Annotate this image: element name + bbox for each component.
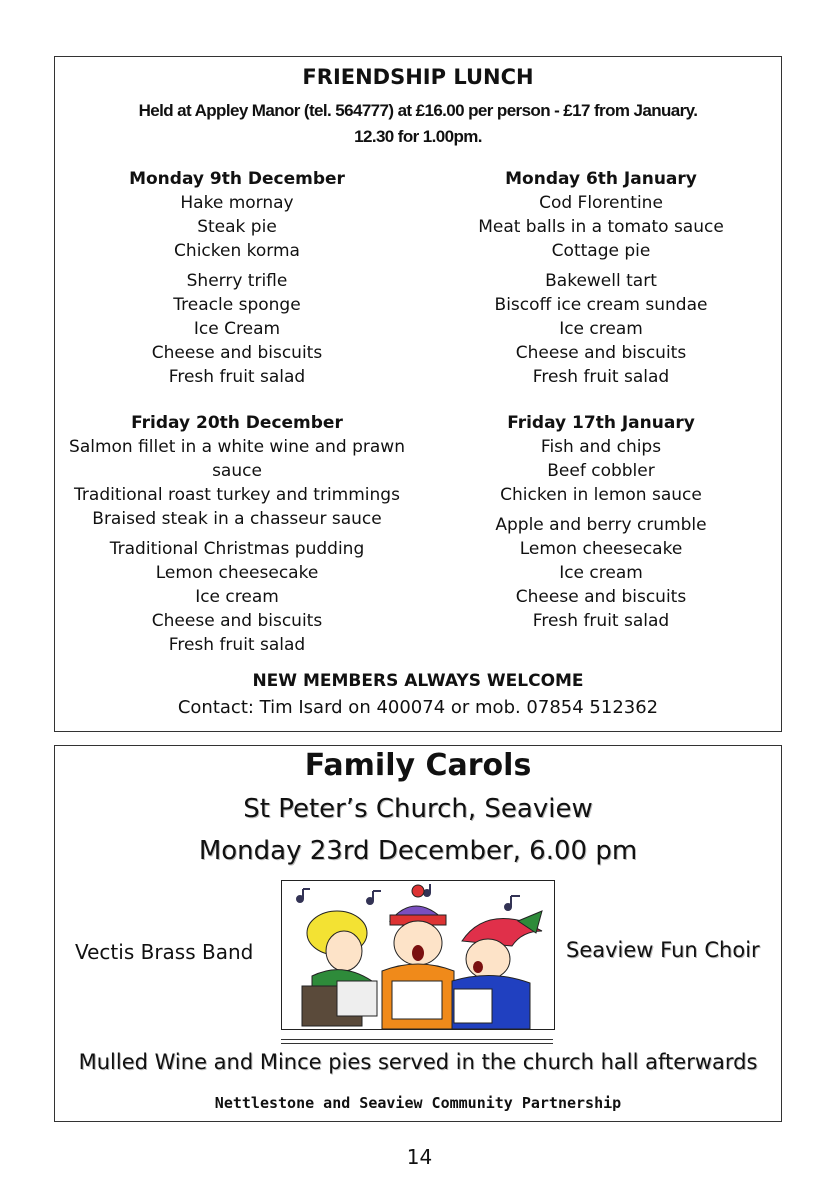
menu-item: Braised steak in a chasseur sauce bbox=[92, 509, 382, 529]
menu-item: Cheese and biscuits bbox=[515, 587, 687, 607]
menu-item: Lemon cheesecake bbox=[155, 563, 319, 583]
menu-item: Chicken in lemon sauce bbox=[500, 485, 702, 505]
menu-item: Bakewell tart bbox=[545, 271, 657, 291]
menu-item: Lemon cheesecake bbox=[519, 539, 683, 559]
menu-item: Fresh fruit salad bbox=[168, 635, 306, 655]
menu-monday-6-january bbox=[426, 167, 776, 389]
menu-monday-9-december bbox=[62, 167, 412, 389]
menu-item: Sherry trifle bbox=[186, 271, 288, 291]
menu-item: sauce bbox=[212, 461, 262, 481]
left-act-label: Vectis Brass Band bbox=[75, 940, 254, 964]
menu-item: Chicken korma bbox=[174, 241, 300, 261]
menu-item: Ice cream bbox=[559, 563, 643, 583]
menu-item: Fresh fruit salad bbox=[168, 367, 306, 387]
menu-item: Cheese and biscuits bbox=[151, 343, 323, 363]
menu-item: Cheese and biscuits bbox=[151, 611, 323, 631]
refreshments-line: Mulled Wine and Mince pies served in the church hall afterwards bbox=[78, 1050, 758, 1074]
lunch-subtitle-line1: Held at Appley Manor (tel. 564777) at £16.00 per person - £17 from January. bbox=[138, 101, 698, 120]
menu-item: Fresh fruit salad bbox=[532, 367, 670, 387]
menu-item: Cod Florentine bbox=[539, 193, 663, 213]
carols-datetime: Monday 23rd December, 6.00 pm bbox=[198, 836, 638, 866]
menu-heading: Monday 9th December bbox=[129, 169, 345, 189]
contact-line: Contact: Tim Isard on 400074 or mob. 07854 512362 bbox=[177, 697, 659, 718]
menu-item: Steak pie bbox=[197, 217, 277, 237]
menu-item: Ice Cream bbox=[193, 319, 281, 339]
menu-heading: Monday 6th January bbox=[505, 169, 697, 189]
menu-item: Ice cream bbox=[195, 587, 279, 607]
family-carols-box bbox=[54, 745, 782, 1122]
menu-item: Treacle sponge bbox=[173, 295, 301, 315]
menu-friday-20-december bbox=[62, 411, 412, 657]
menu-friday-17-january bbox=[426, 411, 776, 633]
menu-item: Biscoff ice cream sundae bbox=[494, 295, 708, 315]
menu-item: Fish and chips bbox=[540, 437, 662, 457]
menu-item: Cheese and biscuits bbox=[515, 343, 687, 363]
carols-venue: St Peter’s Church, Seaview bbox=[243, 794, 593, 824]
menu-item: Traditional roast turkey and trimmings bbox=[74, 485, 400, 505]
menu-item: Salmon fillet in a white wine and prawn bbox=[69, 437, 405, 457]
menu-item: Traditional Christmas pudding bbox=[109, 539, 365, 559]
menu-item: Cottage pie bbox=[551, 241, 651, 261]
friendship-lunch-box bbox=[54, 56, 782, 732]
lunch-title: FRIENDSHIP LUNCH bbox=[302, 65, 534, 89]
organiser-line: Nettlestone and Seaview Community Partnership bbox=[214, 1094, 622, 1112]
menu-item: Beef cobbler bbox=[547, 461, 655, 481]
menu-item: Meat balls in a tomato sauce bbox=[478, 217, 724, 237]
page-number: 14 bbox=[406, 1145, 433, 1169]
right-act-label: Seaview Fun Choir bbox=[566, 938, 760, 962]
divider bbox=[281, 1039, 553, 1044]
menu-item: Apple and berry crumble bbox=[495, 515, 707, 535]
menu-item: Ice cream bbox=[559, 319, 643, 339]
menu-heading: Friday 17th January bbox=[507, 413, 695, 433]
carols-title: Family Carols bbox=[304, 748, 532, 783]
menu-item: Fresh fruit salad bbox=[532, 611, 670, 631]
lunch-subtitle-line2: 12.30 for 1.00pm. bbox=[354, 127, 482, 146]
menu-item: Hake mornay bbox=[180, 193, 294, 213]
new-members-notice: NEW MEMBERS ALWAYS WELCOME bbox=[252, 671, 584, 691]
carol-singers-illustration bbox=[281, 880, 555, 1030]
menu-heading: Friday 20th December bbox=[131, 413, 343, 433]
